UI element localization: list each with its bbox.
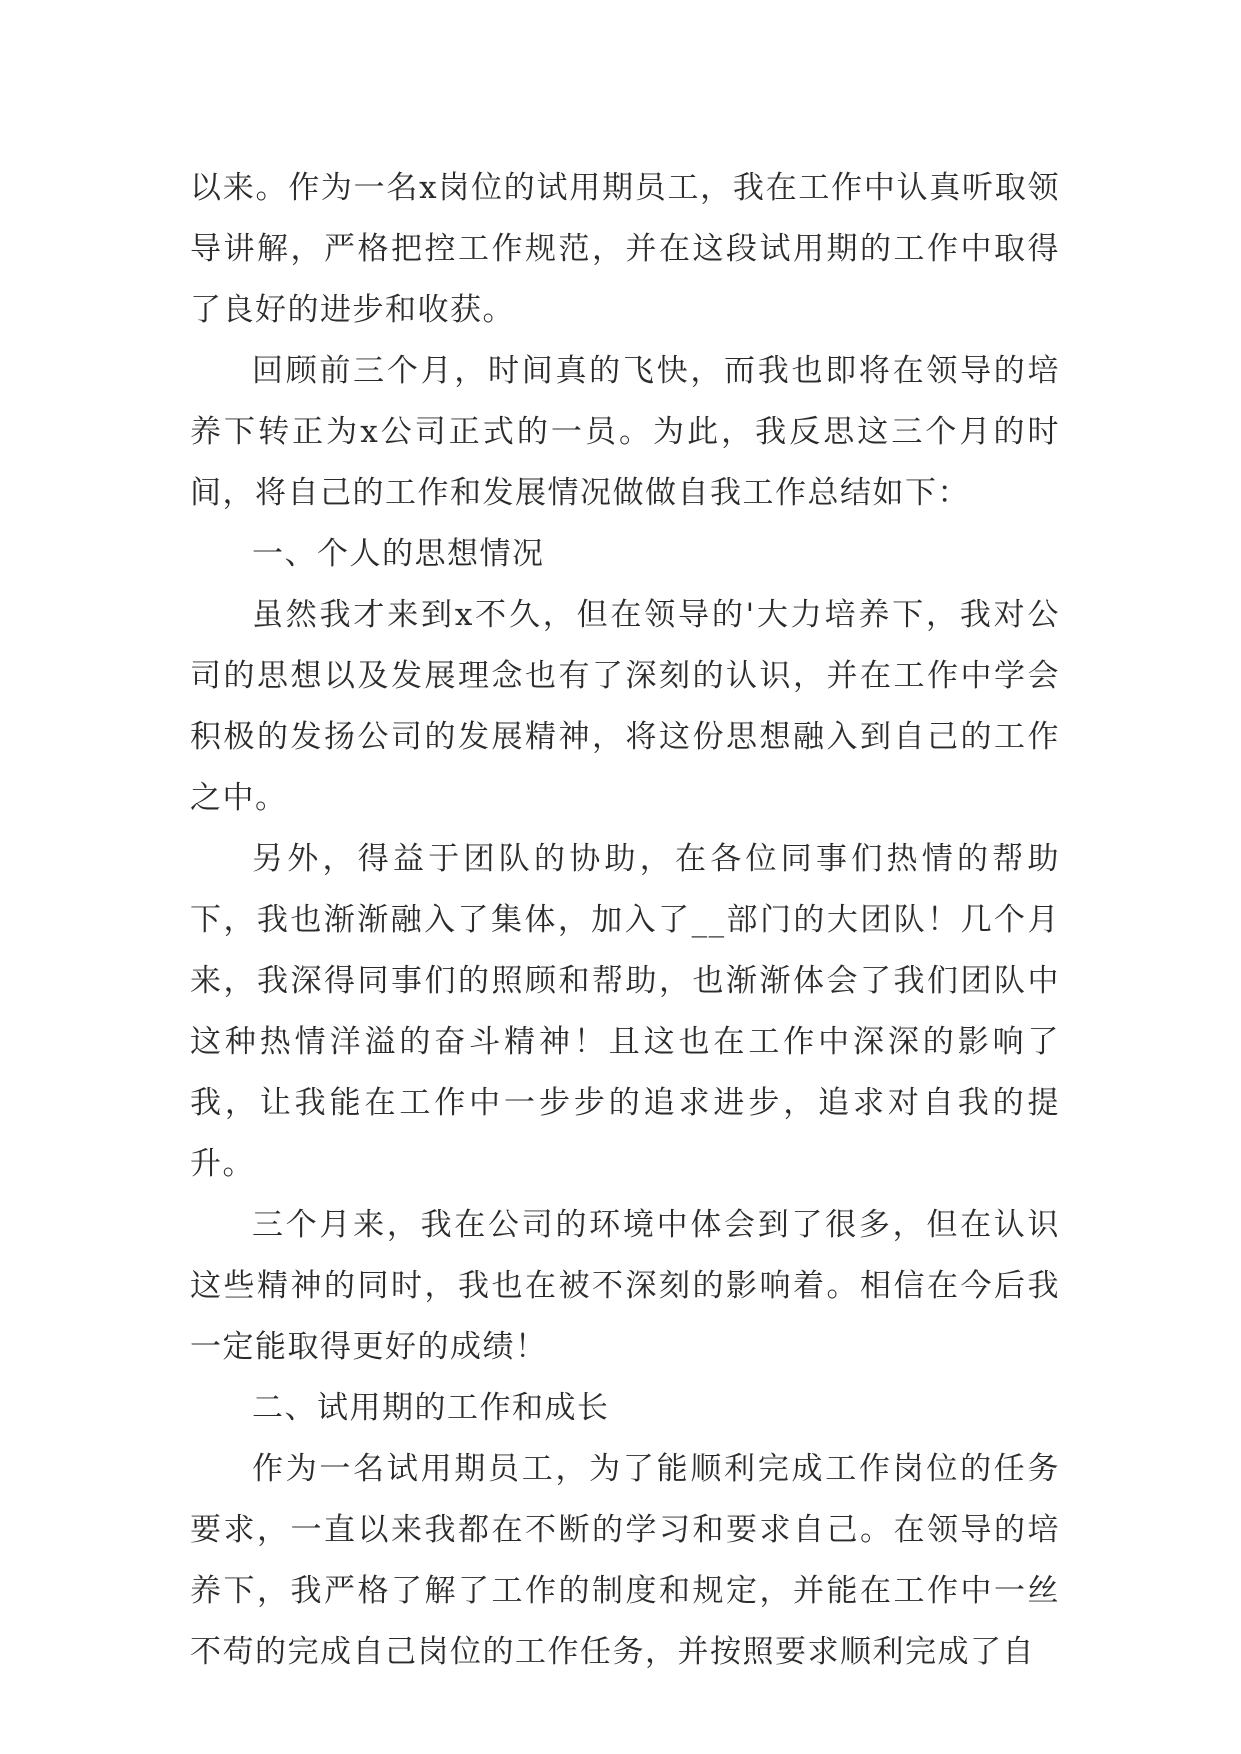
section-heading-2: 二、试用期的工作和成长 (252, 1390, 610, 1426)
paragraph-1: 以来。作为一名x岗位的试用期员工，我在工作中认真听取领导讲解，严格把控工作规范，并在这段试用期的工作中取得了良好的进步和收获。 (190, 170, 1060, 328)
section-heading-1: 一、个人的思想情况 (252, 536, 545, 572)
paragraph-5: 三个月来，我在公司的环境中体会到了很多，但在认识这些精神的同时，我也在被不深刻的影响着。相信在今后我一定能取得更好的成绩！ (190, 1207, 1060, 1365)
document-body (190, 158, 1060, 1683)
paragraph-6: 作为一名试用期员工，为了能顺利完成工作岗位的任务要求，一直以来我都在不断的学习和要求自己。在领导的培养下，我严格了解了工作的制度和规定，并能在工作中一丝不苟的完成自己岗位的工作任务，并按照要求顺利完成了自 (190, 1451, 1060, 1670)
paragraph-3: 虽然我才来到x不久，但在领导的'大力培养下，我对公司的思想以及发展理念也有了深刻的认识，并在工作中学会积极的发扬公司的发展精神，将这份思想融入到自己的工作之中。 (190, 597, 1060, 816)
paragraph-4: 另外，得益于团队的协助，在各位同事们热情的帮助下，我也渐渐融入了集体，加入了__部门的大团队！几个月来，我深得同事们的照顾和帮助，也渐渐体会了我们团队中这种热情洋溢的奋斗精神！且这也在工作中深深的影响了我，让我能在工作中一步步的追求进步，追求对自我的提升。 (190, 841, 1060, 1182)
paragraph-2: 回顾前三个月，时间真的飞快，而我也即将在领导的培养下转正为x公司正式的一员。为此，我反思这三个月的时间，将自己的工作和发展情况做做自我工作总结如下： (190, 353, 1060, 511)
